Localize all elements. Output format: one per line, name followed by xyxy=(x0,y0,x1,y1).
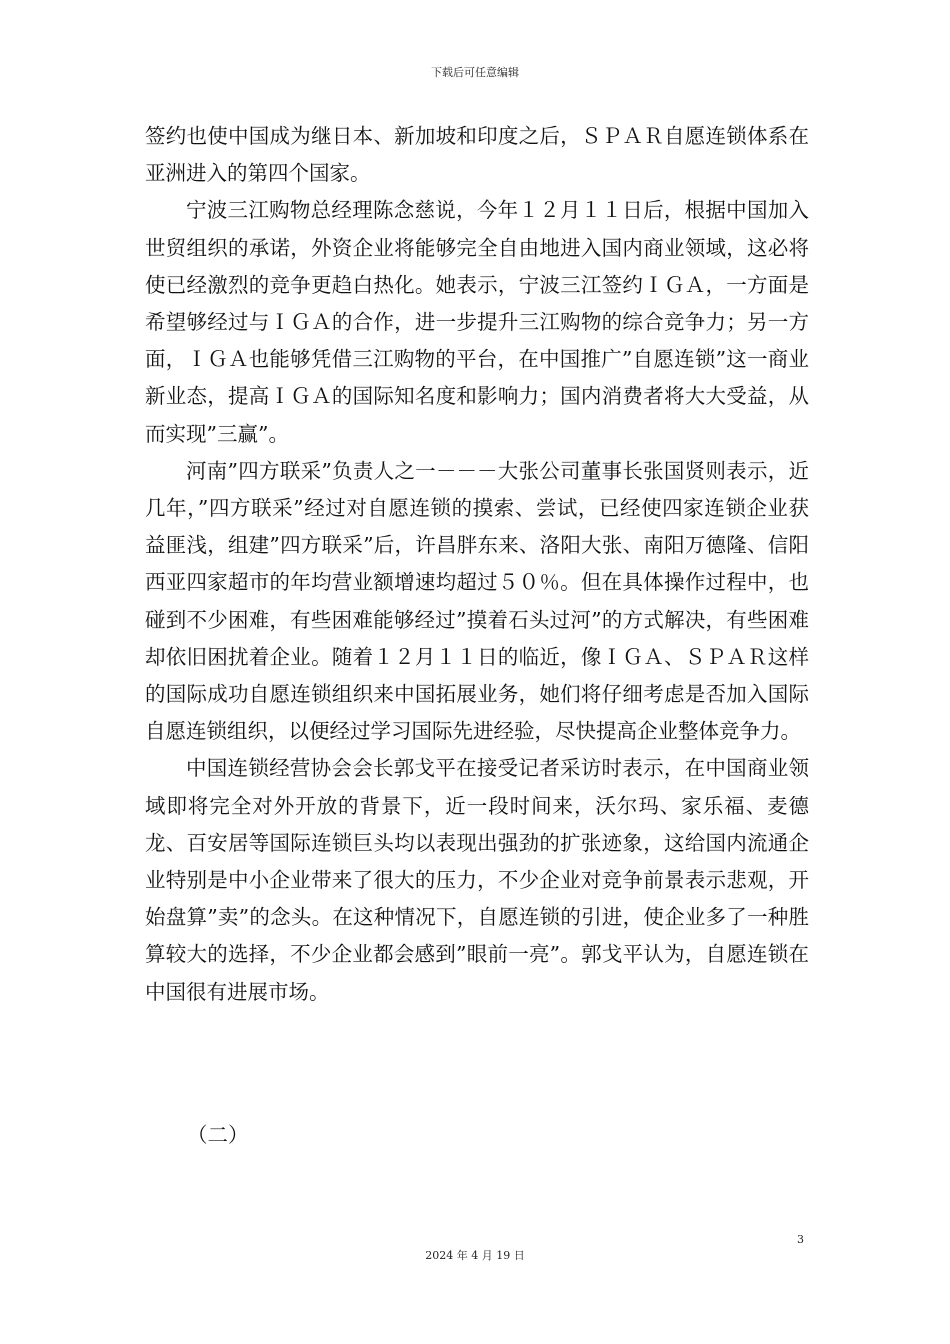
body-text xyxy=(145,118,809,1011)
paragraph-2: 宁波三江购物总经理陈念慈说，今年１２月１１日后，根据中国加入世贸组织的承诺，外资企业将能够完全自由地进入国内商业领域，这必将使已经激烈的竞争更趋白热化。她表示，宁波三江签约ＩＧＡ，一方面是希望够经过与ＩＧＡ的合作，进一步提升三江购物的综合竞争力；另一方面，ＩＧＡ也能够凭借三江购物的平台，在中国推广”自愿连锁”这一商业新业态，提高ＩＧＡ的国际知名度和影响力；国内消费者将大大受益，从而实现”三赢”。 xyxy=(145,198,809,446)
paragraph-3: 河南”四方联采”负责人之一－－－大张公司董事长张国贤则表示，近几年，”四方联采”经过对自愿连锁的摸索、尝试，已经使四家连锁企业获益匪浅，组建”四方联采”后，许昌胖东来、洛阳大张、南阳万德隆、信阳西亚四家超市的年均营业额增速均超过５０％。但在具体操作过程中，也碰到不少困难，有些困难能够经过”摸着石头过河”的方式解决，有些困难却依旧困扰着企业。随着１２月１１日的临近，像ＩＧＡ、ＳＰＡＲ这样的国际成功自愿连锁组织来中国拓展业务，她们将仔细考虑是否加入国际自愿连锁组织，以便经过学习国际先进经验，尽快提高企业整体竞争力。 xyxy=(145,458,809,744)
page-header: 下载后可任意编辑 xyxy=(431,66,519,79)
page-footer-date: 2024 年 4 月 19 日 xyxy=(425,1249,525,1262)
paragraph-1: 签约也使中国成为继日本、新加坡和印度之后，ＳＰＡＲ自愿连锁体系在亚洲进入的第四个国家。 xyxy=(145,124,809,186)
page-number: 3 xyxy=(797,1233,804,1246)
paragraph-4: 中国连锁经营协会会长郭戈平在接受记者采访时表示，在中国商业领域即将完全对外开放的背景下，近一段时间来，沃尔玛、家乐福、麦德龙、百安居等国际连锁巨头均以表现出强劲的扩张迹象，这给国内流通企业特别是中小企业带来了很大的压力，不少企业对竞争前景表示悲观，开始盘算”卖”的念头。在这种情况下，自愿连锁的引进，使企业多了一种胜算较大的选择，不少企业都会感到”眼前一亮”。郭戈平认为，自愿连锁在中国很有进展市场。 xyxy=(145,756,809,1004)
section-heading: （二） xyxy=(187,1123,249,1147)
